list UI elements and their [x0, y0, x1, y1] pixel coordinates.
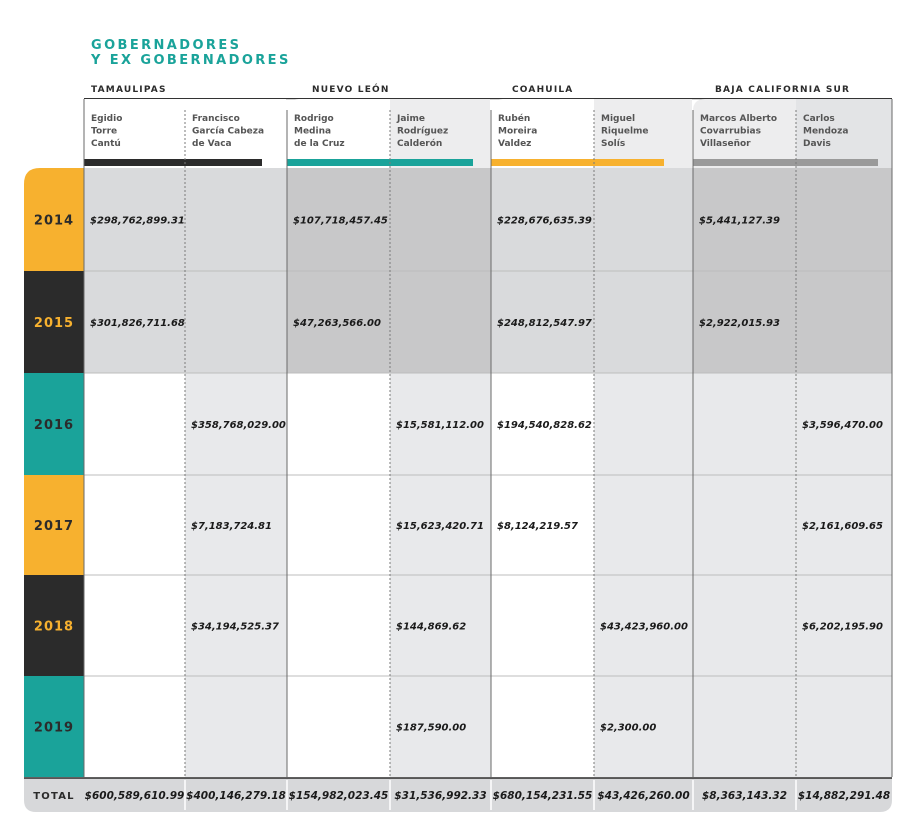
cell-value: $5,441,127.39	[699, 215, 780, 227]
governor-name: Valdez	[498, 139, 532, 149]
table-cell-bg	[491, 676, 594, 777]
governor-name: Jaime	[397, 114, 425, 124]
table-cell-bg	[84, 575, 185, 676]
table-cell-bg	[287, 575, 390, 676]
cell-value: $2,922,015.93	[699, 318, 780, 329]
cell-value: $144,869.62	[396, 621, 467, 633]
table-cell-bg	[287, 475, 390, 575]
chart-title-line: GOBERNADORES	[91, 38, 242, 53]
total-value: $14,882,291.48	[797, 790, 891, 802]
governor-name: Egidio	[91, 114, 123, 124]
table-cell-bg	[594, 475, 693, 575]
table-cell-bg	[796, 676, 892, 777]
year-label: 2017	[33, 519, 75, 534]
governor-color-bar	[84, 159, 262, 166]
table-cell-bg	[287, 373, 390, 475]
cell-value: $248,812,547.97	[497, 318, 592, 329]
table-cell-bg	[185, 271, 287, 373]
table-cell-bg	[796, 168, 892, 271]
table-cell-bg	[185, 168, 287, 271]
governor-name: Solís	[601, 139, 626, 149]
table-cell-bg	[594, 373, 693, 475]
governor-color-bar	[491, 159, 664, 166]
governor-name: Rodrigo	[294, 114, 334, 124]
governor-name: de la Cruz	[294, 139, 345, 149]
governor-name: Rubén	[498, 114, 531, 124]
cell-value: $187,590.00	[396, 722, 467, 734]
governor-color-bar	[693, 159, 878, 166]
cell-value: $228,676,635.39	[497, 215, 592, 227]
cell-value: $358,768,029.00	[191, 420, 286, 431]
cell-value: $47,263,566.00	[293, 318, 381, 329]
governor-name: Medina	[294, 126, 332, 137]
cell-value: $301,826,711.68	[90, 318, 185, 329]
table-cell-bg	[693, 575, 796, 676]
table-cell-bg	[594, 168, 693, 271]
cell-value: $107,718,457.45	[293, 215, 388, 227]
governor-color-bar	[287, 159, 473, 166]
total-value: $43,426,260.00	[597, 790, 690, 802]
total-value: $154,982,023.45	[288, 790, 389, 802]
table-cell-bg	[491, 575, 594, 676]
table-cell-bg	[84, 676, 185, 777]
cell-value: $43,423,960.00	[600, 621, 688, 633]
cell-value: $15,581,112.00	[396, 420, 484, 431]
state-label: TAMAULIPAS	[91, 85, 167, 95]
total-label: TOTAL	[33, 791, 75, 802]
table-cell-bg	[287, 676, 390, 777]
table-cell-bg	[693, 676, 796, 777]
table-cell-bg	[185, 676, 287, 777]
governor-name: Carlos	[803, 114, 835, 124]
cell-value: $34,194,525.37	[191, 621, 279, 633]
year-label: 2014	[33, 213, 75, 229]
governor-name: Francisco	[192, 114, 240, 124]
state-label: COAHUILA	[512, 85, 574, 95]
governor-name: Rodríguez	[397, 126, 449, 137]
governor-name: Riquelme	[601, 126, 649, 137]
year-label: 2016	[33, 418, 75, 433]
table-cell-bg	[390, 168, 491, 271]
governor-name: Marcos Alberto	[700, 114, 777, 124]
governor-name: Miguel	[601, 114, 636, 124]
cell-value: $8,124,219.57	[497, 521, 578, 532]
governor-name: Moreira	[498, 126, 538, 137]
table-cell-bg	[693, 373, 796, 475]
governor-name: García Cabeza	[192, 126, 265, 137]
cell-value: $2,300.00	[600, 722, 657, 734]
cell-value: $3,596,470.00	[802, 420, 883, 431]
total-value: $8,363,143.32	[701, 790, 788, 802]
year-label: 2015	[33, 316, 75, 331]
governor-name: de Vaca	[192, 139, 232, 149]
governor-name: Mendoza	[803, 126, 849, 137]
cell-value: $194,540,828.62	[497, 420, 592, 431]
total-value: $400,146,279.18	[186, 790, 286, 802]
state-label: NUEVO LEÓN	[312, 85, 390, 95]
table-cell-bg	[84, 373, 185, 475]
table-cell-bg	[84, 475, 185, 575]
state-label: BAJA CALIFORNIA SUR	[715, 85, 851, 95]
governor-name: Torre	[91, 126, 118, 137]
total-value: $680,154,231.55	[492, 790, 593, 802]
year-label: 2018	[33, 619, 75, 635]
governor-name: Cantú	[91, 139, 121, 149]
table-cell-bg	[796, 271, 892, 373]
governor-name: Covarrubias	[700, 126, 761, 137]
governor-name: Villaseñor	[700, 139, 751, 149]
year-label: 2019	[33, 720, 75, 736]
table-cell-bg	[693, 475, 796, 575]
cell-value: $2,161,609.65	[802, 521, 883, 532]
total-value: $600,589,610.99	[84, 790, 185, 802]
governor-name: Davis	[803, 139, 831, 149]
cell-value: $6,202,195.90	[802, 621, 883, 633]
cell-value: $15,623,420.71	[396, 521, 484, 532]
table-cell-bg	[594, 271, 693, 373]
governor-name: Calderón	[397, 139, 443, 149]
total-value: $31,536,992.33	[394, 790, 487, 802]
table-cell-bg	[390, 271, 491, 373]
cell-value: $298,762,899.31	[90, 215, 185, 227]
cell-value: $7,183,724.81	[191, 521, 272, 532]
chart-title-line: Y EX GOBERNADORES	[91, 53, 291, 68]
